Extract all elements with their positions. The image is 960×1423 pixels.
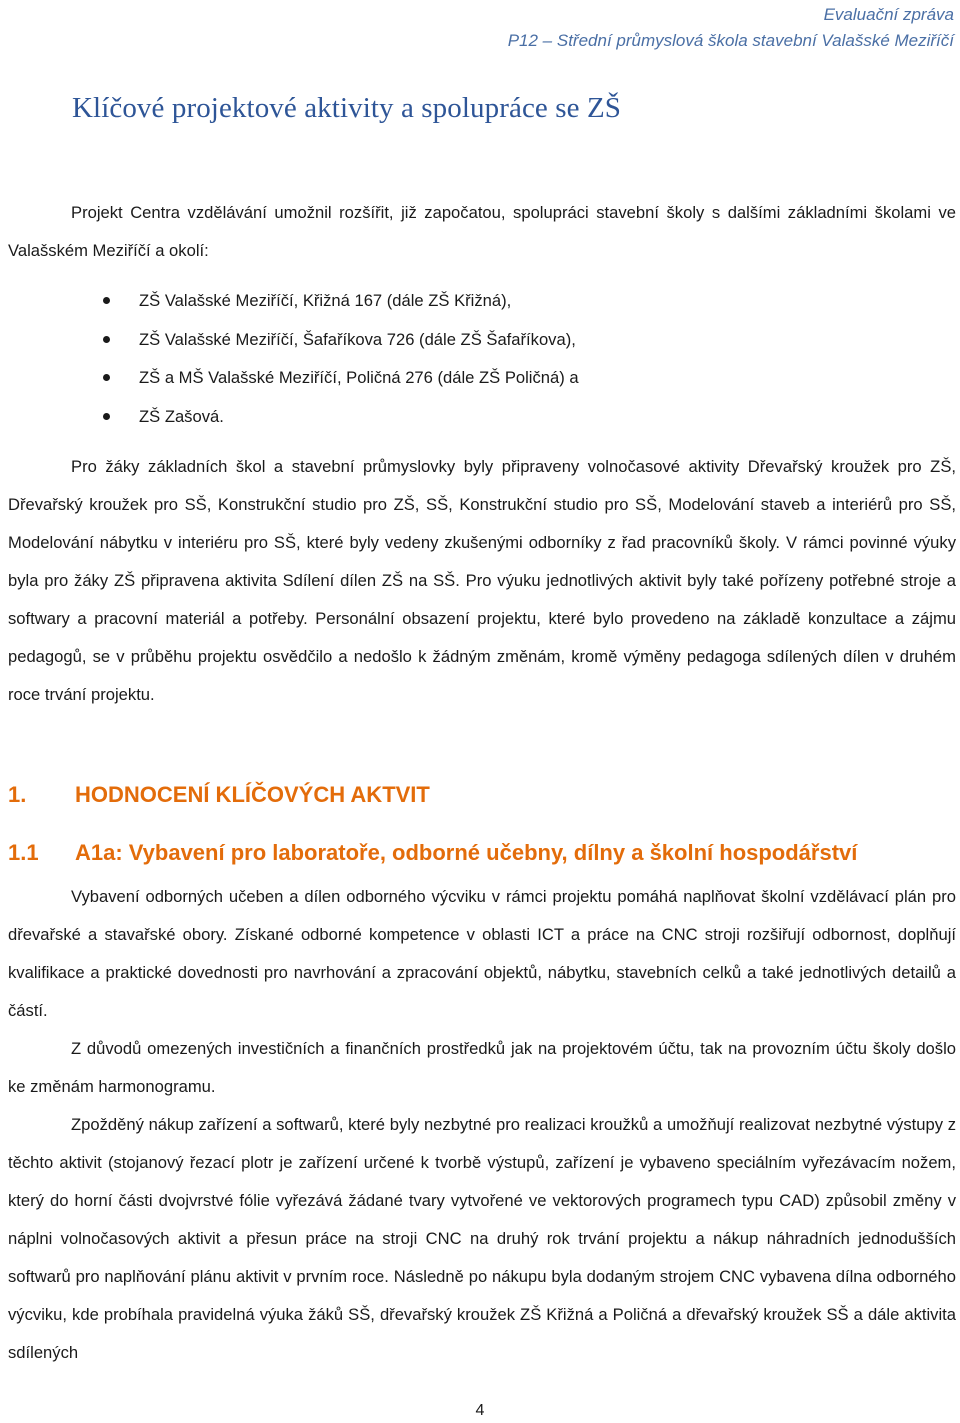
schedule-change-text: Z důvodů omezených investičních a finančních prostředků jak na projektovém účtu, tak na provozním účtu školy došlo ke změnám harmonogramu. (8, 1039, 956, 1096)
intro-text: Projekt Centra vzdělávání umožnil rozšířit, již započatou, spolupráci stavební školy s dalšími základními školami ve Valašském Meziříčí a okolí: (8, 203, 956, 260)
section-number: 1. (8, 782, 27, 807)
section-heading-1-1 (8, 840, 857, 866)
schedule-change-paragraph (8, 1030, 956, 1106)
activities-paragraph (8, 448, 956, 714)
delayed-purchase-text: Zpožděný nákup zařízení a softwarů, které byly nezbytné pro realizaci kroužků a umožňují realizovat nezbytné výstupy z těchto aktivit (stojanový řezací plotr je zařízení určené k tvorbě výstupů, zařízení je vybaveno speciálním vyřezávacím nožem, který do horní části dvojvrstvé fólie vyřezává žádané tvary vytvořené ve vektorových programech typu CAD) způsobil změny v náplni volnočasových aktivit a přesun práce na stroji CNC na druhý rok trvání projektu a nákup náhradních jednodušších softwarů pro naplňování plánu aktivit v prvním roce. Následně po nákupu byla dodaným strojem CNC vybavena dílna odborného výcviku, kde probíhala pravidelná výuka žáků SŠ, dřevařský kroužek ZŠ Křižná a Poličná a dřevařský kroužek SŠ a dále aktivita sdílených (8, 1115, 956, 1362)
running-header (508, 2, 954, 54)
delayed-purchase-paragraph (8, 1106, 956, 1372)
page-number: 4 (475, 1402, 485, 1419)
subsection-number: 1.1 (8, 840, 39, 865)
equipment-text: Vybavení odborných učeben a dílen odborného výcviku v rámci projektu pomáhá naplňovat školní vzdělávací plán pro dřevařské a stavařské obory. Získané odborné kompetence v oblasti ICT a práce na CNC stroji rozšiřují odbornost, doplňují kvalifikace a praktické dovednosti pro navrhování a zpracování objektů, nábytku, stavebních celků a také jednotlivých detailů a částí. (8, 887, 956, 1020)
header-project-name: P12 – Střední průmyslová škola stavební Valašské Meziříčí (507, 31, 954, 50)
section-title: HODNOCENÍ KLÍČOVÝCH AKTVIT (75, 782, 430, 807)
school-list (0, 282, 579, 436)
bullet-icon (103, 374, 110, 381)
school-list-item: ZŠ Valašské Meziříčí, Křižná 167 (dále ZŠ Křižná), (0, 282, 579, 321)
school-list-item: ZŠ a MŠ Valašské Meziříčí, Poličná 276 (dále ZŠ Poličná) a (0, 359, 579, 398)
school-list-item: ZŠ Zašová. (0, 398, 579, 437)
bullet-icon (103, 413, 110, 420)
section-heading-1 (8, 782, 430, 808)
header-report-type: Evaluační zpráva (823, 5, 954, 24)
subsection-title: A1a: Vybavení pro laboratoře, odborné učebny, dílny a školní hospodářství (75, 840, 858, 865)
activities-text: Pro žáky základních škol a stavební průmyslovky byly připraveny volnočasové aktivity Dřevařský kroužek pro ZŠ, Dřevařský kroužek pro SŠ, Konstrukční studio pro ZŠ, SŠ, Konstrukční studio pro SŠ, Modelování staveb a interiérů pro SŠ, Modelování nábytku v interiéru pro SŠ, které byly vedeny zkušenými odborníky z řad pracovníků školy. V rámci povinné výuky byla pro žáky ZŠ připravena aktivita Sdílení dílen ZŠ na SŠ. Pro výuku jednotlivých aktivit byly také pořízeny potřebné stroje a softwary a pracovní materiál a potřeby. Personální obsazení projektu, které bylo provedeno na základě konzultace a zájmu pedagogů, se v průběhu projektu osvědčilo a nedošlo k žádným změnám, kromě výměny pedagoga sdílených dílen v druhém roce trvání projektu. (8, 457, 956, 704)
intro-paragraph (8, 194, 956, 270)
bullet-icon (103, 297, 110, 304)
school-list-item: ZŠ Valašské Meziříčí, Šafaříkova 726 (dále ZŠ Šafaříkova), (0, 321, 579, 360)
equipment-paragraph (8, 878, 956, 1030)
page-title: Klíčové projektové aktivity a spolupráce se ZŠ (72, 92, 622, 124)
bullet-icon (103, 336, 110, 343)
